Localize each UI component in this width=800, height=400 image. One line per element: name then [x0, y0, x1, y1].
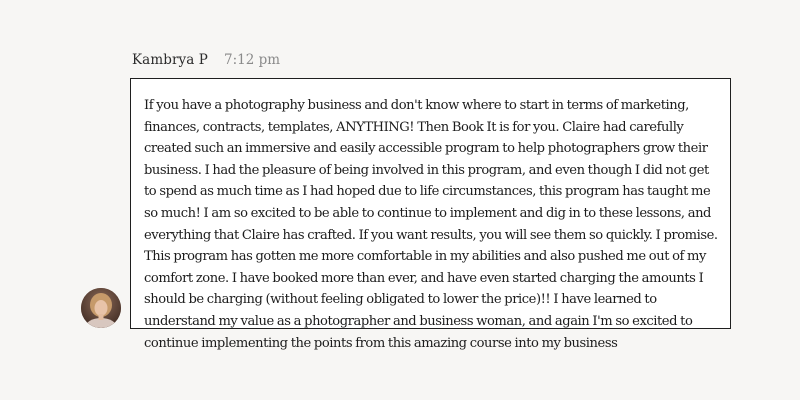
- message-timestamp: 7:12 pm: [223, 52, 281, 68]
- avatar[interactable]: [81, 288, 121, 328]
- user-avatar-icon: [81, 288, 121, 328]
- message-text: If you have a photography business and don't know where to start in terms of marketing, finances, contracts, templates, ANYTHING! Then Book It is for you. Claire had carefully created such an immersive and easily accessible program to help photographers grow their business. I had the pleasure of being involved in this program, and even though I did not get to spend as much time as I had hoped due to life circumstances, this program has taught me so much! I am so excited to be able to continue to implement and dig in to these lessons, and everything that Claire has crafted. If you want results, you will see them so quickly. I promise. This program has gotten me more comfortable in my abilities and also pushed me out of my comfort zone. I have booked more than ever, and have even started charging the amounts I should be charging (without feeling obligated to lower the price)!! I have learned to understand my value as a photographer and business woman, and again I'm so excited to continue implementing the points from this amazing course into my business: [144, 98, 718, 351]
- author-name[interactable]: Kambrya P: [132, 52, 208, 68]
- message-bubble: [130, 78, 731, 351]
- message-header: [132, 52, 280, 68]
